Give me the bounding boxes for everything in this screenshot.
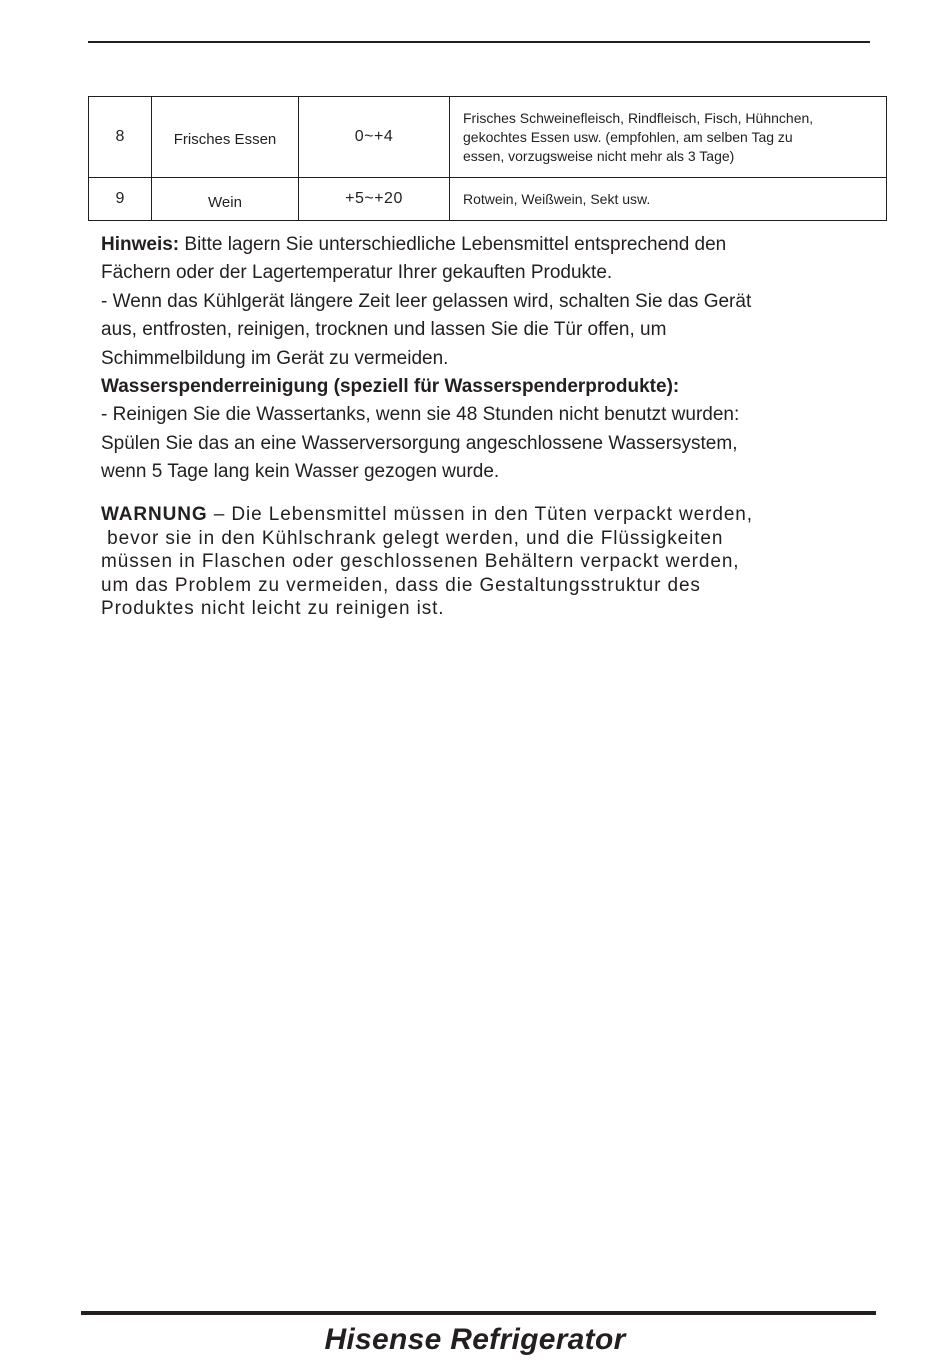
storage-notes (101, 231, 861, 487)
note-line: Fächern oder der Lagertemperatur Ihrer gekauften Produkte. (101, 262, 613, 284)
description-line: Frisches Schweinefleisch, Rindfleisch, Fisch, Hühnchen, (463, 109, 814, 126)
warning-line: müssen in Flaschen oder geschlossenen Behältern verpackt werden, (101, 551, 740, 572)
footer-divider (81, 1311, 876, 1315)
table-row (89, 97, 887, 178)
water-heading-text: Wasserspenderreinigung (speziell für Wasserspenderprodukte): (101, 376, 680, 398)
hinweis-label: Hinweis: (101, 234, 180, 255)
water-line: - Reinigen Sie die Wassertanks, wenn sie 48 Stunden nicht benutzt wurden: (101, 404, 740, 426)
note-line: aus, entfrosten, reinigen, trocknen und lassen Sie die Tür offen, um (101, 319, 667, 341)
description-line: essen, vorzugsweise nicht mehr als 3 Tage) (463, 147, 735, 164)
warning-line (101, 503, 861, 527)
water-line: Spülen Sie das an eine Wasserversorgung angeschlossene Wassersystem, (101, 432, 738, 454)
top-divider (88, 41, 870, 43)
temperature-range: +5~+20 (299, 178, 450, 221)
water-dispenser-heading (101, 373, 861, 401)
compartment-number: 8 (89, 97, 152, 178)
description-line: gekochtes Essen usw. (empfohlen, am selben Tag zu (463, 128, 793, 145)
water-line: wenn 5 Tage lang kein Wasser gezogen wurde. (101, 461, 500, 483)
compartment-name: Frisches Essen (152, 97, 299, 178)
warning-line: bevor sie in den Kühlschrank gelegt werden, und die Flüssigkeiten (101, 527, 724, 549)
temperature-range: 0~+4 (299, 97, 450, 178)
warning-line: Produktes nicht leicht zu reinigen ist. (101, 598, 445, 619)
food-description (450, 97, 887, 178)
note-line: - Wenn das Kühlgerät längere Zeit leer gelassen wird, schalten Sie das Gerät (101, 290, 752, 312)
note-line (101, 231, 861, 259)
warning-text: – Die Lebensmittel müssen in den Tüten verpackt werden, (207, 504, 753, 525)
note-line: Schimmelbildung im Gerät zu vermeiden. (101, 347, 449, 369)
brand-footer: Hisense Refrigerator (324, 1323, 626, 1356)
table-row (89, 178, 887, 221)
warning-block (101, 503, 861, 621)
warning-label: WARNUNG (101, 504, 208, 525)
compartment-number: 9 (89, 178, 152, 221)
compartment-name: Wein (152, 178, 299, 221)
storage-table (88, 96, 887, 221)
warning-line: um das Problem zu vermeiden, dass die Gestaltungsstruktur des (101, 574, 701, 596)
description-line: Rotwein, Weißwein, Sekt usw. (463, 190, 651, 207)
food-description (450, 178, 887, 221)
note-text: Bitte lagern Sie unterschiedliche Lebensmittel entsprechend den (179, 234, 727, 255)
